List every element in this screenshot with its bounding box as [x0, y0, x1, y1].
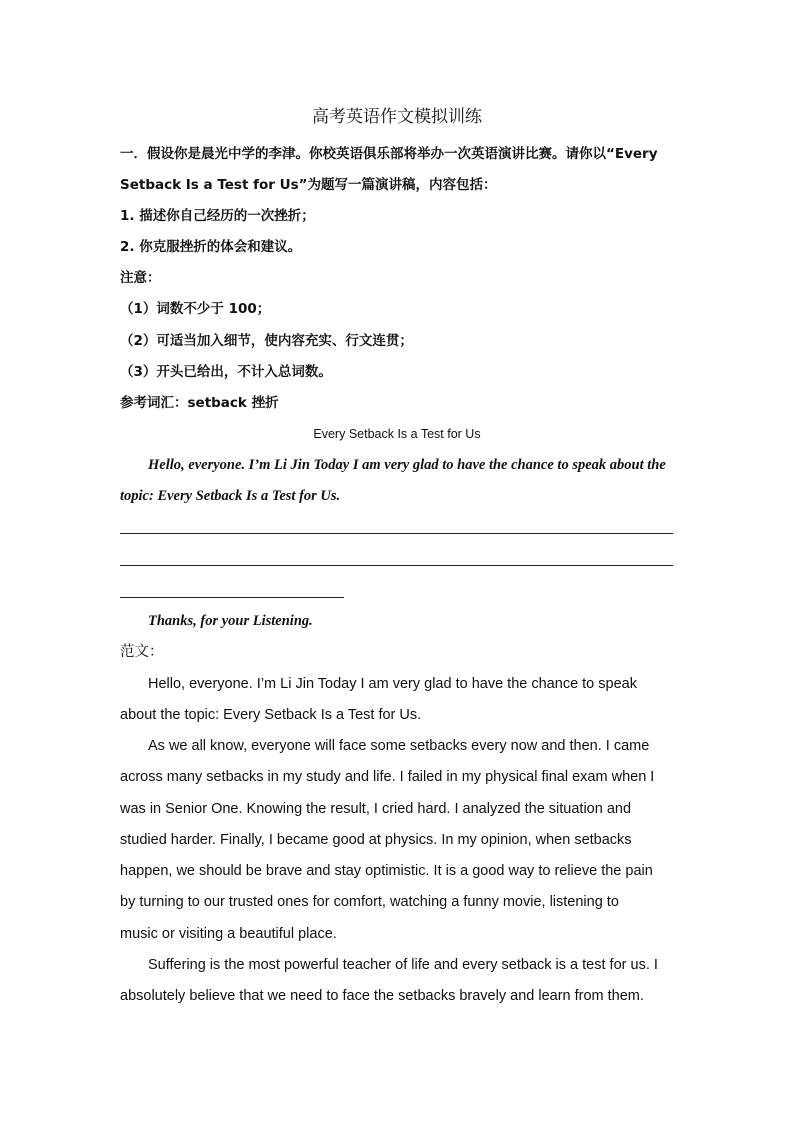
opening-line-2: topic: Every Setback Is a Test for Us.	[120, 488, 341, 504]
note-1: （1）词数不少于 100；	[120, 301, 271, 317]
page-title: 高考英语作文模拟训练	[312, 107, 482, 127]
answer-line-1	[120, 533, 673, 534]
answer-line-3	[120, 597, 344, 598]
sample-line-9: music or visiting a beautiful place.	[120, 926, 337, 942]
essay-title: Every Setback Is a Test for Us	[313, 427, 481, 441]
sample-line-6: studied harder. Finally, I became good at physics. In my opinion, when setbacks	[120, 832, 632, 848]
sample-line-2: about the topic: Every Setback Is a Test for Us.	[120, 707, 422, 723]
requirement-1: 1. 描述你自己经历的一次挫折；	[120, 208, 315, 224]
sample-line-3: As we all know, everyone will face some setbacks every now and then. I came	[148, 738, 650, 754]
vocabulary-note: 参考词汇：setback 挫折	[120, 395, 279, 411]
sample-line-1: Hello, everyone. I’m Li Jin Today I am very glad to have the chance to speak	[148, 676, 637, 692]
note-label: 注意：	[120, 270, 161, 286]
sample-line-5: was in Senior One. Knowing the result, I cried hard. I analyzed the situation and	[120, 801, 632, 817]
sample-line-10: Suffering is the most powerful teacher of life and every setback is a test for us. I	[148, 957, 658, 973]
prompt-line-1: 一．假设你是晨光中学的李津。你校英语俱乐部将举办一次英语演讲比赛。请你以“Every	[120, 146, 658, 162]
requirement-2: 2. 你克服挫折的体会和建议。	[120, 239, 302, 255]
sample-line-7: happen, we should be brave and stay optimistic. It is a good way to relieve the pain	[120, 863, 653, 879]
answer-line-2	[120, 565, 673, 566]
prompt-line-2: Setback Is a Test for Us”为题写一篇演讲稿，内容包括：	[120, 177, 497, 193]
sample-label: 范文：	[120, 644, 164, 660]
sample-line-4: across many setbacks in my study and life. I failed in my physical final exam when I	[120, 769, 655, 785]
note-2: （2）可适当加入细节，使内容充实、行文连贯；	[120, 333, 413, 349]
sample-line-11: absolutely believe that we need to face the setbacks bravely and learn from them.	[120, 988, 644, 1004]
sample-line-8: by turning to our trusted ones for comfort, watching a funny movie, listening to	[120, 894, 619, 910]
note-3: （3）开头已给出，不计入总词数。	[120, 364, 332, 380]
closing-line: Thanks, for your Listening.	[148, 613, 313, 629]
opening-line-1: Hello, everyone. I’m Li Jin Today I am very glad to have the chance to speak about the	[148, 457, 666, 473]
